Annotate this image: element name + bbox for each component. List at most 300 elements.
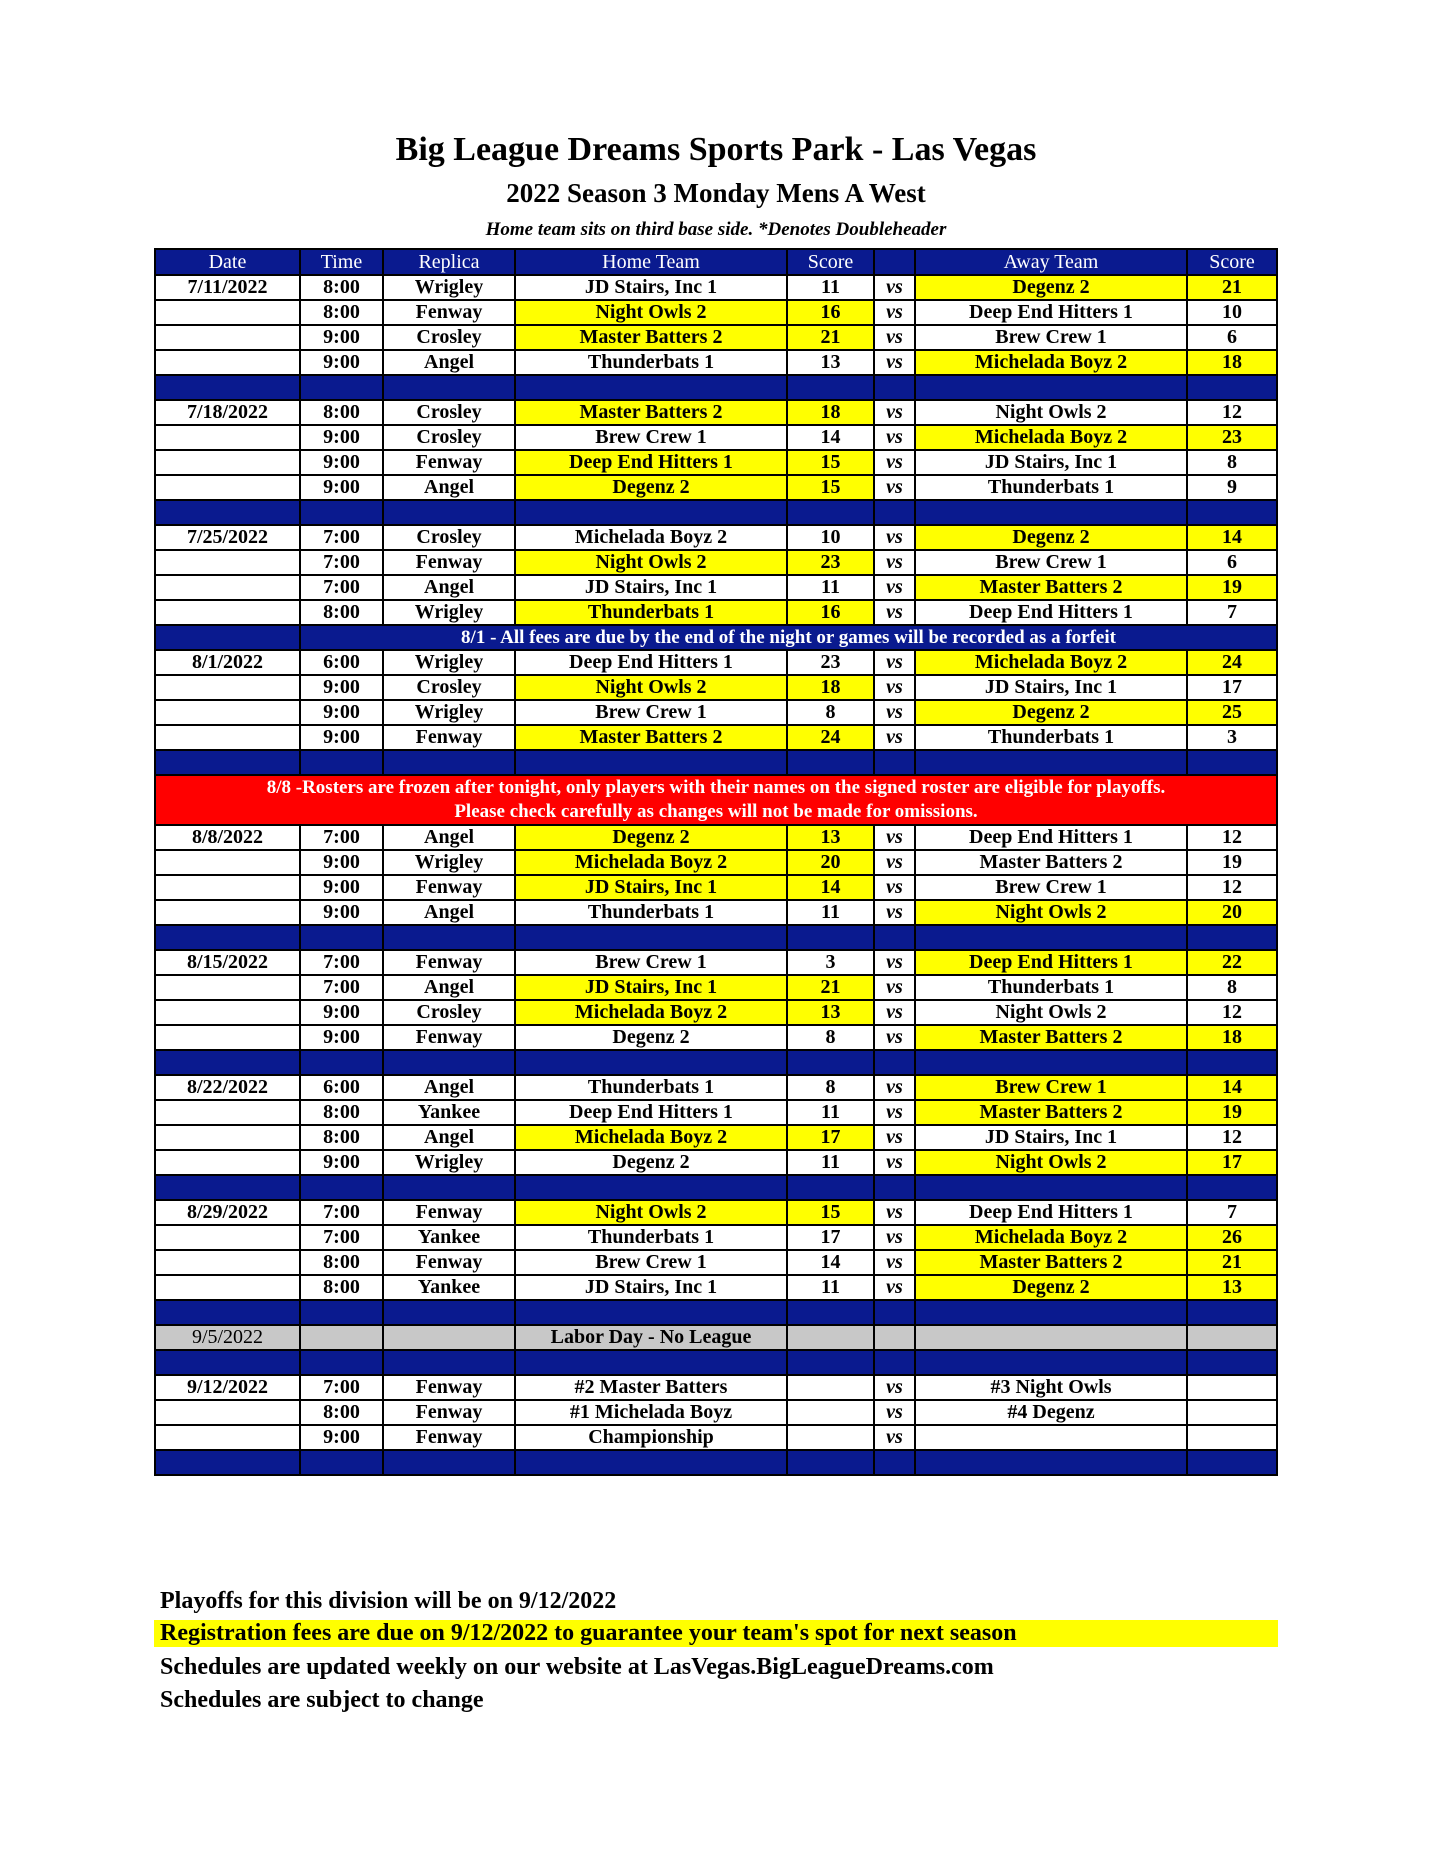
away-team-cell: Degenz 2	[915, 275, 1187, 300]
field-cell: Fenway	[383, 550, 515, 575]
away-team-cell: Master Batters 2	[915, 850, 1187, 875]
away-team-cell: Deep End Hitters 1	[915, 825, 1187, 850]
field-cell: Yankee	[383, 1100, 515, 1125]
home-team-cell: Deep End Hitters 1	[515, 1100, 787, 1125]
vs-cell: vs	[874, 1100, 915, 1125]
away-team-cell: Degenz 2	[915, 700, 1187, 725]
game-row	[155, 275, 1277, 300]
separator-cell	[915, 1450, 1187, 1475]
home-score-cell: 13	[787, 1000, 874, 1025]
date-cell	[155, 875, 300, 900]
date-cell	[155, 325, 300, 350]
vs-cell: vs	[874, 575, 915, 600]
separator-cell	[515, 1050, 787, 1075]
away-score-cell: 21	[1187, 1250, 1277, 1275]
time-cell: 8:00	[300, 275, 383, 300]
away-team-cell: Master Batters 2	[915, 1100, 1187, 1125]
home-team-cell: Master Batters 2	[515, 400, 787, 425]
field-cell: Crosley	[383, 1000, 515, 1025]
date-cell	[155, 1250, 300, 1275]
separator-cell	[787, 1175, 874, 1200]
separator-cell	[300, 1450, 383, 1475]
away-team-cell: Night Owls 2	[915, 1000, 1187, 1025]
vs-cell: vs	[874, 1000, 915, 1025]
holiday-label: Labor Day - No League	[515, 1325, 787, 1350]
separator-cell	[383, 375, 515, 400]
separator-cell	[300, 1300, 383, 1325]
date-cell	[155, 425, 300, 450]
field-cell: Yankee	[383, 1275, 515, 1300]
game-row	[155, 450, 1277, 475]
game-row	[155, 575, 1277, 600]
separator-cell	[383, 1175, 515, 1200]
home-team-cell: Thunderbats 1	[515, 350, 787, 375]
separator-row	[155, 1350, 1277, 1375]
schedule-table	[154, 248, 1278, 1476]
footer-playoffs: Playoffs for this division will be on 9/12/2022	[160, 1588, 617, 1614]
date-cell: 8/8/2022	[155, 825, 300, 850]
game-row	[155, 675, 1277, 700]
separator-cell	[383, 1300, 515, 1325]
separator-row	[155, 375, 1277, 400]
separator-cell	[515, 1450, 787, 1475]
away-score-cell: 12	[1187, 875, 1277, 900]
game-row	[155, 1025, 1277, 1050]
field-cell: Yankee	[383, 1225, 515, 1250]
field-cell: Fenway	[383, 1025, 515, 1050]
time-cell: 8:00	[300, 600, 383, 625]
time-cell: 7:00	[300, 1375, 383, 1400]
game-row	[155, 1100, 1277, 1125]
separator-cell	[874, 1050, 915, 1075]
separator-cell	[383, 500, 515, 525]
home-score-cell: 8	[787, 1075, 874, 1100]
time-cell: 7:00	[300, 1225, 383, 1250]
time-cell: 9:00	[300, 425, 383, 450]
game-row	[155, 400, 1277, 425]
date-cell	[155, 975, 300, 1000]
away-score-cell	[1187, 1400, 1277, 1425]
vs-cell: vs	[874, 1400, 915, 1425]
separator-cell	[155, 925, 300, 950]
away-score-cell	[1187, 1425, 1277, 1450]
vs-cell: vs	[874, 425, 915, 450]
time-cell: 8:00	[300, 1400, 383, 1425]
home-team-cell: Michelada Boyz 2	[515, 1125, 787, 1150]
date-cell	[155, 675, 300, 700]
separator-row	[155, 750, 1277, 775]
home-score-cell: 14	[787, 875, 874, 900]
away-score-cell: 18	[1187, 1025, 1277, 1050]
home-team-cell: JD Stairs, Inc 1	[515, 1275, 787, 1300]
separator-cell	[1187, 750, 1277, 775]
separator-cell	[915, 1175, 1187, 1200]
field-cell	[383, 1325, 515, 1350]
separator-cell	[515, 1350, 787, 1375]
vs-cell: vs	[874, 675, 915, 700]
away-score-cell: 9	[1187, 475, 1277, 500]
separator-cell	[155, 1175, 300, 1200]
game-row	[155, 425, 1277, 450]
separator-cell	[1187, 1350, 1277, 1375]
roster-alert	[155, 775, 1277, 825]
game-row	[155, 525, 1277, 550]
away-score-cell: 22	[1187, 950, 1277, 975]
notice-text: 8/1 - All fees are due by the end of the night or games will be recorded as a forfeit	[300, 625, 1277, 650]
home-score-cell: 23	[787, 650, 874, 675]
date-cell	[155, 1275, 300, 1300]
separator-cell	[300, 500, 383, 525]
away-team-cell: Deep End Hitters 1	[915, 300, 1187, 325]
vs-cell: vs	[874, 525, 915, 550]
vs-cell: vs	[874, 600, 915, 625]
game-row	[155, 975, 1277, 1000]
separator-cell	[787, 1450, 874, 1475]
away-team-cell: Deep End Hitters 1	[915, 600, 1187, 625]
home-score-cell: 8	[787, 1025, 874, 1050]
notice-cell	[155, 625, 300, 650]
away-score-cell: 12	[1187, 1000, 1277, 1025]
date-cell: 7/11/2022	[155, 275, 300, 300]
away-score-cell: 3	[1187, 725, 1277, 750]
separator-cell	[874, 1350, 915, 1375]
home-score-cell: 14	[787, 1250, 874, 1275]
separator-cell	[787, 1350, 874, 1375]
away-score-cell: 12	[1187, 400, 1277, 425]
home-score-cell: 11	[787, 1100, 874, 1125]
away-score-cell: 10	[1187, 300, 1277, 325]
home-score-cell: 15	[787, 475, 874, 500]
separator-row	[155, 925, 1277, 950]
playoff-row	[155, 1400, 1277, 1425]
home-team-cell: Night Owls 2	[515, 550, 787, 575]
away-team-cell: Master Batters 2	[915, 1250, 1187, 1275]
home-team-cell: Brew Crew 1	[515, 700, 787, 725]
field-cell: Crosley	[383, 400, 515, 425]
date-cell: 8/1/2022	[155, 650, 300, 675]
home-score-cell: 18	[787, 675, 874, 700]
field-cell: Fenway	[383, 1375, 515, 1400]
away-team-cell: #4 Degenz	[915, 1400, 1187, 1425]
away-score-cell: 8	[1187, 975, 1277, 1000]
away-team-cell: Michelada Boyz 2	[915, 350, 1187, 375]
game-row	[155, 725, 1277, 750]
separator-cell	[1187, 1175, 1277, 1200]
separator-cell	[383, 925, 515, 950]
field-cell: Angel	[383, 575, 515, 600]
away-score-cell: 7	[1187, 1200, 1277, 1225]
field-cell: Crosley	[383, 675, 515, 700]
game-row	[155, 325, 1277, 350]
separator-cell	[515, 1175, 787, 1200]
away-team-cell: Deep End Hitters 1	[915, 1200, 1187, 1225]
game-row	[155, 900, 1277, 925]
time-cell: 9:00	[300, 450, 383, 475]
field-cell: Fenway	[383, 875, 515, 900]
date-cell	[155, 350, 300, 375]
vs-cell: vs	[874, 350, 915, 375]
date-cell	[155, 600, 300, 625]
field-cell: Crosley	[383, 525, 515, 550]
separator-cell	[300, 925, 383, 950]
date-cell	[155, 1125, 300, 1150]
game-row	[155, 700, 1277, 725]
column-header: Score	[787, 249, 874, 275]
home-score-cell	[787, 1375, 874, 1400]
away-team-cell: #3 Night Owls	[915, 1375, 1187, 1400]
away-score-cell: 18	[1187, 350, 1277, 375]
separator-cell	[155, 1050, 300, 1075]
separator-cell	[787, 1050, 874, 1075]
vs-cell: vs	[874, 550, 915, 575]
field-cell: Angel	[383, 1125, 515, 1150]
game-row	[155, 1000, 1277, 1025]
away-team-cell: Brew Crew 1	[915, 1075, 1187, 1100]
roster-alert-line: Please check carefully as changes will not be made for omissions.	[454, 801, 978, 822]
home-score-cell: 15	[787, 450, 874, 475]
home-score-cell: 3	[787, 950, 874, 975]
date-cell	[155, 1225, 300, 1250]
field-cell: Angel	[383, 350, 515, 375]
date-cell: 8/15/2022	[155, 950, 300, 975]
home-score-cell: 17	[787, 1125, 874, 1150]
header-note: Home team sits on third base side. *Denotes Doubleheader	[485, 219, 947, 240]
separator-cell	[1187, 500, 1277, 525]
away-score-cell: 12	[1187, 825, 1277, 850]
field-cell: Fenway	[383, 1200, 515, 1225]
time-cell: 7:00	[300, 975, 383, 1000]
away-team-cell: Night Owls 2	[915, 400, 1187, 425]
separator-cell	[915, 750, 1187, 775]
separator-cell	[383, 1450, 515, 1475]
vs-cell: vs	[874, 725, 915, 750]
time-cell: 9:00	[300, 725, 383, 750]
game-row	[155, 1200, 1277, 1225]
notice-row	[155, 625, 1277, 650]
away-team-cell: Thunderbats 1	[915, 475, 1187, 500]
separator-cell	[155, 1450, 300, 1475]
home-team-cell: Deep End Hitters 1	[515, 450, 787, 475]
separator-cell	[915, 1350, 1187, 1375]
away-score-cell: 21	[1187, 275, 1277, 300]
away-score-cell: 17	[1187, 675, 1277, 700]
separator-cell	[383, 1350, 515, 1375]
separator-cell	[874, 1450, 915, 1475]
separator-cell	[874, 375, 915, 400]
separator-cell	[155, 1300, 300, 1325]
date-cell	[155, 900, 300, 925]
separator-cell	[787, 1300, 874, 1325]
date-cell	[155, 450, 300, 475]
home-team-cell: #2 Master Batters	[515, 1375, 787, 1400]
column-header: Score	[1187, 249, 1277, 275]
vs-cell: vs	[874, 1075, 915, 1100]
vs-cell: vs	[874, 850, 915, 875]
time-cell: 6:00	[300, 1075, 383, 1100]
time-cell: 7:00	[300, 950, 383, 975]
roster-alert-line: 8/8 -Rosters are frozen after tonight, only players with their names on the signed roster are eligible for playoffs.	[266, 777, 1166, 798]
home-team-cell: JD Stairs, Inc 1	[515, 275, 787, 300]
separator-cell	[515, 750, 787, 775]
away-score-cell: 20	[1187, 900, 1277, 925]
column-header: Time	[300, 249, 383, 275]
vs-cell: vs	[874, 1375, 915, 1400]
home-score-cell: 11	[787, 900, 874, 925]
vs-cell: vs	[874, 325, 915, 350]
game-row	[155, 475, 1277, 500]
date-cell	[155, 1400, 300, 1425]
away-score-cell: 19	[1187, 1100, 1277, 1125]
home-team-cell: Master Batters 2	[515, 325, 787, 350]
away-team-cell: Night Owls 2	[915, 1150, 1187, 1175]
time-cell: 9:00	[300, 475, 383, 500]
away-team-cell: Master Batters 2	[915, 1025, 1187, 1050]
date-cell: 8/29/2022	[155, 1200, 300, 1225]
vs-cell: vs	[874, 275, 915, 300]
home-score-cell: 11	[787, 575, 874, 600]
away-score-cell: 7	[1187, 600, 1277, 625]
vs-cell: vs	[874, 1425, 915, 1450]
home-team-cell: Degenz 2	[515, 475, 787, 500]
date-cell: 9/12/2022	[155, 1375, 300, 1400]
time-cell: 7:00	[300, 825, 383, 850]
playoff-row	[155, 1425, 1277, 1450]
home-team-cell: #1 Michelada Boyz	[515, 1400, 787, 1425]
home-team-cell: Master Batters 2	[515, 725, 787, 750]
separator-cell	[1187, 1050, 1277, 1075]
separator-cell	[874, 750, 915, 775]
field-cell: Fenway	[383, 1400, 515, 1425]
away-team-cell: Deep End Hitters 1	[915, 950, 1187, 975]
separator-cell	[515, 1300, 787, 1325]
time-cell: 8:00	[300, 400, 383, 425]
date-cell	[155, 475, 300, 500]
home-team-cell: Michelada Boyz 2	[515, 525, 787, 550]
footer-registration: Registration fees are due on 9/12/2022 to guarantee your team's spot for next season	[154, 1620, 1278, 1647]
away-score-cell: 13	[1187, 1275, 1277, 1300]
date-cell	[155, 550, 300, 575]
vs-cell: vs	[874, 475, 915, 500]
time-cell: 9:00	[300, 1000, 383, 1025]
field-cell: Angel	[383, 975, 515, 1000]
date-cell	[155, 1150, 300, 1175]
time-cell: 8:00	[300, 1250, 383, 1275]
time-cell: 8:00	[300, 1275, 383, 1300]
away-score-cell: 6	[1187, 550, 1277, 575]
time-cell: 9:00	[300, 1150, 383, 1175]
separator-cell	[874, 500, 915, 525]
vs-cell: vs	[874, 975, 915, 1000]
vs-cell: vs	[874, 1200, 915, 1225]
date-cell	[155, 850, 300, 875]
home-team-cell: Michelada Boyz 2	[515, 1000, 787, 1025]
away-team-cell: Thunderbats 1	[915, 725, 1187, 750]
game-row	[155, 650, 1277, 675]
away-score-cell: 19	[1187, 850, 1277, 875]
field-cell: Fenway	[383, 1250, 515, 1275]
away-score-cell: 17	[1187, 1150, 1277, 1175]
vs-cell: vs	[874, 1150, 915, 1175]
away-score-cell: 25	[1187, 700, 1277, 725]
game-row	[155, 875, 1277, 900]
vs-cell: vs	[874, 950, 915, 975]
away-team-cell: JD Stairs, Inc 1	[915, 1125, 1187, 1150]
column-header: Home Team	[515, 249, 787, 275]
separator-cell	[787, 375, 874, 400]
away-score-cell	[1187, 1375, 1277, 1400]
separator-cell	[1187, 1300, 1277, 1325]
game-row	[155, 550, 1277, 575]
separator-row	[155, 1175, 1277, 1200]
home-team-cell: Thunderbats 1	[515, 900, 787, 925]
home-score-cell: 23	[787, 550, 874, 575]
separator-cell	[915, 925, 1187, 950]
field-cell: Angel	[383, 825, 515, 850]
separator-cell	[155, 500, 300, 525]
home-score-cell: 24	[787, 725, 874, 750]
time-cell: 7:00	[300, 575, 383, 600]
separator-cell	[787, 750, 874, 775]
date-cell	[155, 1425, 300, 1450]
home-team-cell: JD Stairs, Inc 1	[515, 575, 787, 600]
away-team-cell: Brew Crew 1	[915, 550, 1187, 575]
separator-cell	[915, 375, 1187, 400]
field-cell: Fenway	[383, 450, 515, 475]
vs-cell	[874, 1325, 915, 1350]
home-score-cell: 11	[787, 1275, 874, 1300]
home-team-cell: Michelada Boyz 2	[515, 850, 787, 875]
field-cell: Wrigley	[383, 1150, 515, 1175]
game-row	[155, 1225, 1277, 1250]
home-score-cell: 16	[787, 600, 874, 625]
home-score-cell: 10	[787, 525, 874, 550]
game-row	[155, 1125, 1277, 1150]
time-cell: 7:00	[300, 525, 383, 550]
field-cell: Wrigley	[383, 850, 515, 875]
vs-cell: vs	[874, 300, 915, 325]
column-header: Replica	[383, 249, 515, 275]
separator-cell	[155, 1350, 300, 1375]
game-row	[155, 1075, 1277, 1100]
vs-cell: vs	[874, 1250, 915, 1275]
date-cell	[155, 575, 300, 600]
separator-row	[155, 1300, 1277, 1325]
separator-cell	[1187, 925, 1277, 950]
time-cell: 9:00	[300, 700, 383, 725]
game-row	[155, 300, 1277, 325]
home-team-cell: Thunderbats 1	[515, 600, 787, 625]
field-cell: Fenway	[383, 725, 515, 750]
field-cell: Wrigley	[383, 275, 515, 300]
time-cell: 9:00	[300, 325, 383, 350]
date-cell: 7/25/2022	[155, 525, 300, 550]
field-cell: Crosley	[383, 425, 515, 450]
separator-cell	[787, 925, 874, 950]
separator-cell	[383, 1050, 515, 1075]
home-score-cell: 14	[787, 425, 874, 450]
home-team-cell: Championship	[515, 1425, 787, 1450]
playoff-row	[155, 1375, 1277, 1400]
away-score-cell: 23	[1187, 425, 1277, 450]
home-team-cell: Thunderbats 1	[515, 1225, 787, 1250]
separator-cell	[515, 500, 787, 525]
away-team-cell: Thunderbats 1	[915, 975, 1187, 1000]
date-cell	[155, 1100, 300, 1125]
time-cell: 9:00	[300, 1425, 383, 1450]
home-team-cell: Night Owls 2	[515, 1200, 787, 1225]
field-cell: Wrigley	[383, 600, 515, 625]
home-team-cell: Night Owls 2	[515, 300, 787, 325]
